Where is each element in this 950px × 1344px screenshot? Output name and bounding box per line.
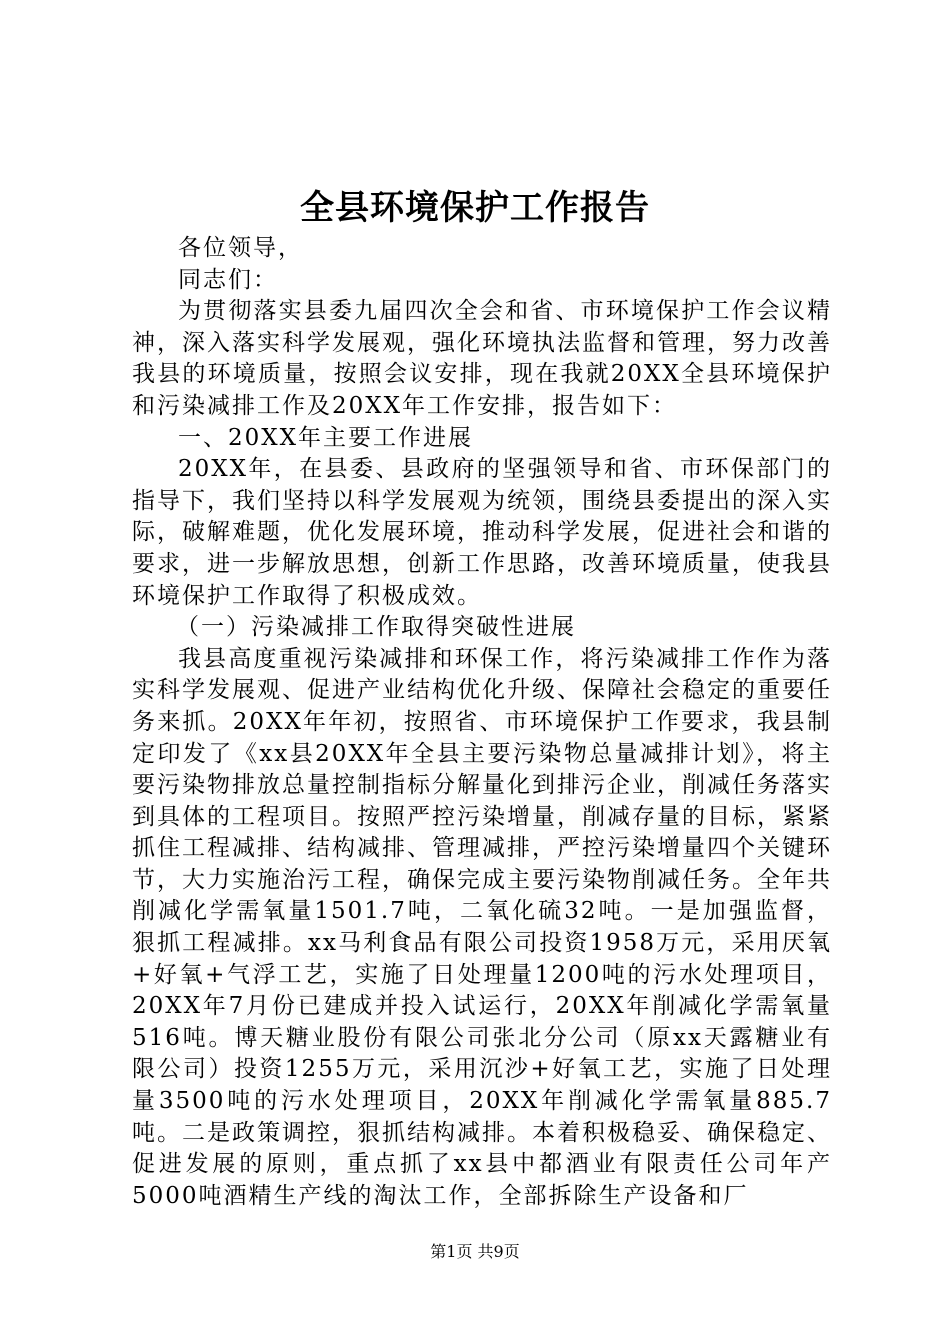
subsection-heading-1: （一）污染减排工作取得突破性进展 — [176, 614, 576, 641]
paragraph-emission-reduction: 我县高度重视污染减排和环保工作，将污染减排工作作为落实科学发展观、促进产业结构优化升级、保障社会稳定的重要任务来抓。20XX年年初，按照省、市环境保护工作要求，我县制定印发了《xx县20XX年全县主要污染物总量减排计划》，将主要污染物排放总量控制指标分解量化到排污企业，削减任务落实到具体的工程项目。按照严控污染增量，削减存量的目标，紧紧抓住工程减排、结构减排、管理减排，严控污染增量四个关键环节，大力实施治污工程，确保完成主要污染物削减任务。全年共削减化学需氧量1501.7吨，二氧化硫32吨。一是加强监督，狠抓工程减排。xx马利食品有限公司投资1958万元，采用厌氧+好氧+气浮工艺，实施了日处理量1200吨的污水处理项目，20XX年7月份已建成并投入试运行，20XX年削减化学需氧量516吨。博天糖业股份有限公司张北分公司（原xx天露糖业有限公司）投资1255万元，采用沉沙+好氧工艺，实施了日处理量3500吨的污水处理项目，20XX年削减化学需氧量885.7吨。二是政策调控，狠抓结构减排。本着积极稳妥、确保稳定、促进发展的原则，重点抓了xx县中都酒业有限责任公司年产5000吨酒精生产线的淘汰工作，全部拆除生产设备和厂 — [132, 645, 832, 1209]
section-heading-1: 一、20XX年主要工作进展 — [178, 424, 474, 451]
salutation-leaders: 各位领导， — [178, 235, 303, 261]
page-footer: 第1页 共9页 — [430, 1242, 520, 1261]
document-title: 全县环境保护工作报告 — [300, 188, 650, 228]
paragraph-intro: 为贯彻落实县委九届四次全会和省、市环境保护工作会议精神，深入落实科学发展观，强化环境执法监督和管理，努力改善我县的环境质量，按照会议安排，现在我就20XX全县环境保护和污染减排工作及20XX年工作安排，报告如下： — [132, 298, 832, 419]
document-body — [132, 233, 832, 1212]
paragraph-overview: 20XX年，在县委、县政府的坚强领导和省、市环保部门的指导下，我们坚持以科学发展观为统领，围绕县委提出的深入实际，破解难题，优化发展环境，推动科学发展，促进社会和谐的要求，进一步解放思想，创新工作思路，改善环境质量，使我县环境保护工作取得了积极成效。 — [132, 456, 832, 609]
salutation-comrades: 同志们： — [178, 266, 278, 293]
